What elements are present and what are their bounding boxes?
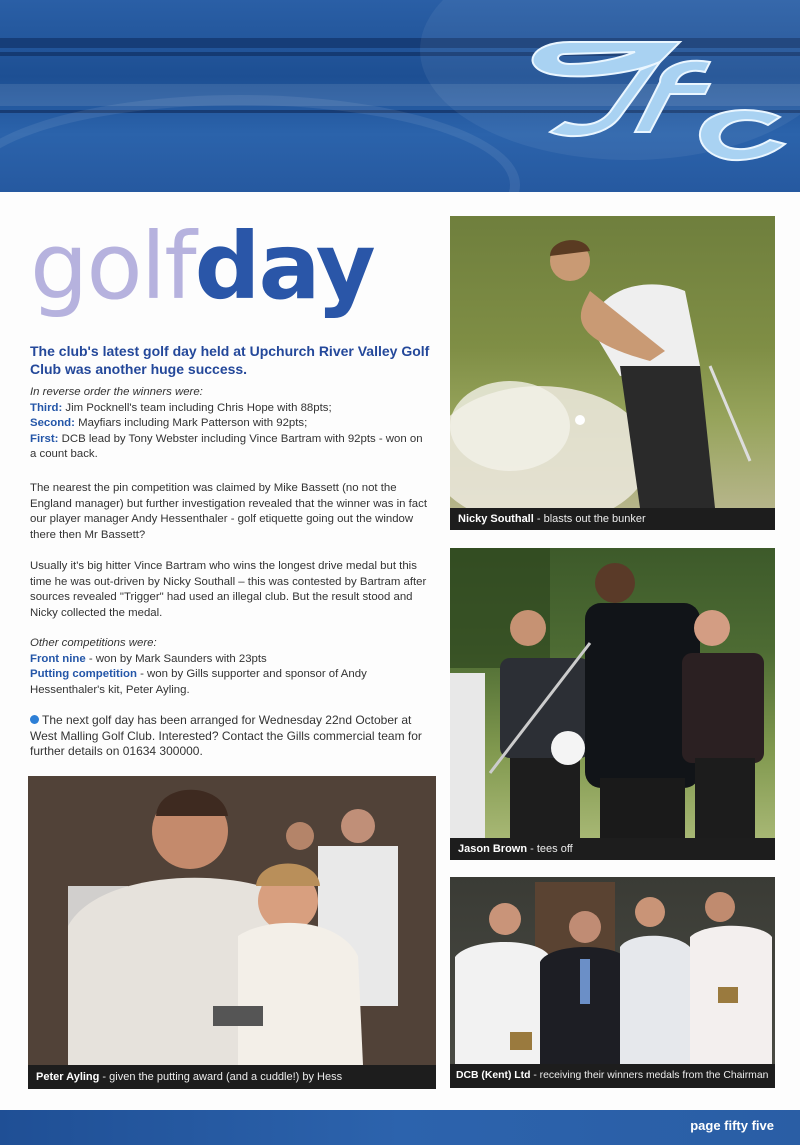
caption-bunker: Nicky Southall - blasts out the bunker [450,508,775,530]
page-title [30,212,374,322]
next-golf-day: The next golf day has been arranged for Wednesday 22nd October at West Malling Golf Club. Interested? Contact the Gills commercial team for further details on 01634 300000. [30,713,422,758]
gfc-logo [510,22,790,172]
front-nine: Front nine - won by Mark Saunders with 23pts [30,652,267,665]
caption-dcb-medals: DCB (Kent) Ltd - receiving their winners medals from the Chairman [450,1064,775,1088]
winner-second: Second: Mayfiars including Mark Patterson with 92pts; [30,417,308,429]
putting-competition: Putting competition - won by Gills supporter and sponsor of Andy Hessenthaler's kit, Peter Ayling. [30,668,367,696]
page-number: page fifty five [690,1118,774,1133]
caption-putting-award: Peter Ayling - given the putting award (and a cuddle!) by Hess [28,1065,436,1089]
winners-lead: In reverse order the winners were: [30,386,203,398]
winners-block [30,385,430,463]
photo-tee-off [450,548,775,838]
other-lead: Other competitions were: [30,637,157,649]
photo-dcb-medals [450,877,775,1064]
pin-paragraph: The nearest the pin competition was claimed by Mike Bassett (no not the England manager) but further investigation revealed that the winner was in fact our player manager Andy Hessenthaler - golf etiquette going out the window there then Mr Bassett? [30,482,428,541]
other-competitions [30,636,430,698]
title-bold: day [194,213,374,320]
title-light: golf [30,213,195,320]
winner-first: First: DCB lead by Tony Webster including Vince Bartram with 92pts - won on a count back. [30,432,423,460]
intro-text: The club's latest golf day held at Upchurch River Valley Golf Club was another huge success. [30,343,430,377]
drive-paragraph: Usually it's big hitter Vince Bartram who wins the longest drive medal but this time he was out-driven by Nicky Southall – this was contested by Bartram after sources revealed "Trigger" had used an illegal club. But the result stood and Nicky collected the medal. [30,560,427,619]
photo-bunker-shot [450,216,775,508]
footer-bar [0,1110,800,1145]
bullet-icon [30,715,39,724]
caption-tee-off: Jason Brown - tees off [450,838,775,860]
photo-putting-award [28,776,436,1065]
winner-third: Third: Jim Pocknell's team including Chris Hope with 88pts; [30,401,332,414]
header-banner [0,0,800,192]
